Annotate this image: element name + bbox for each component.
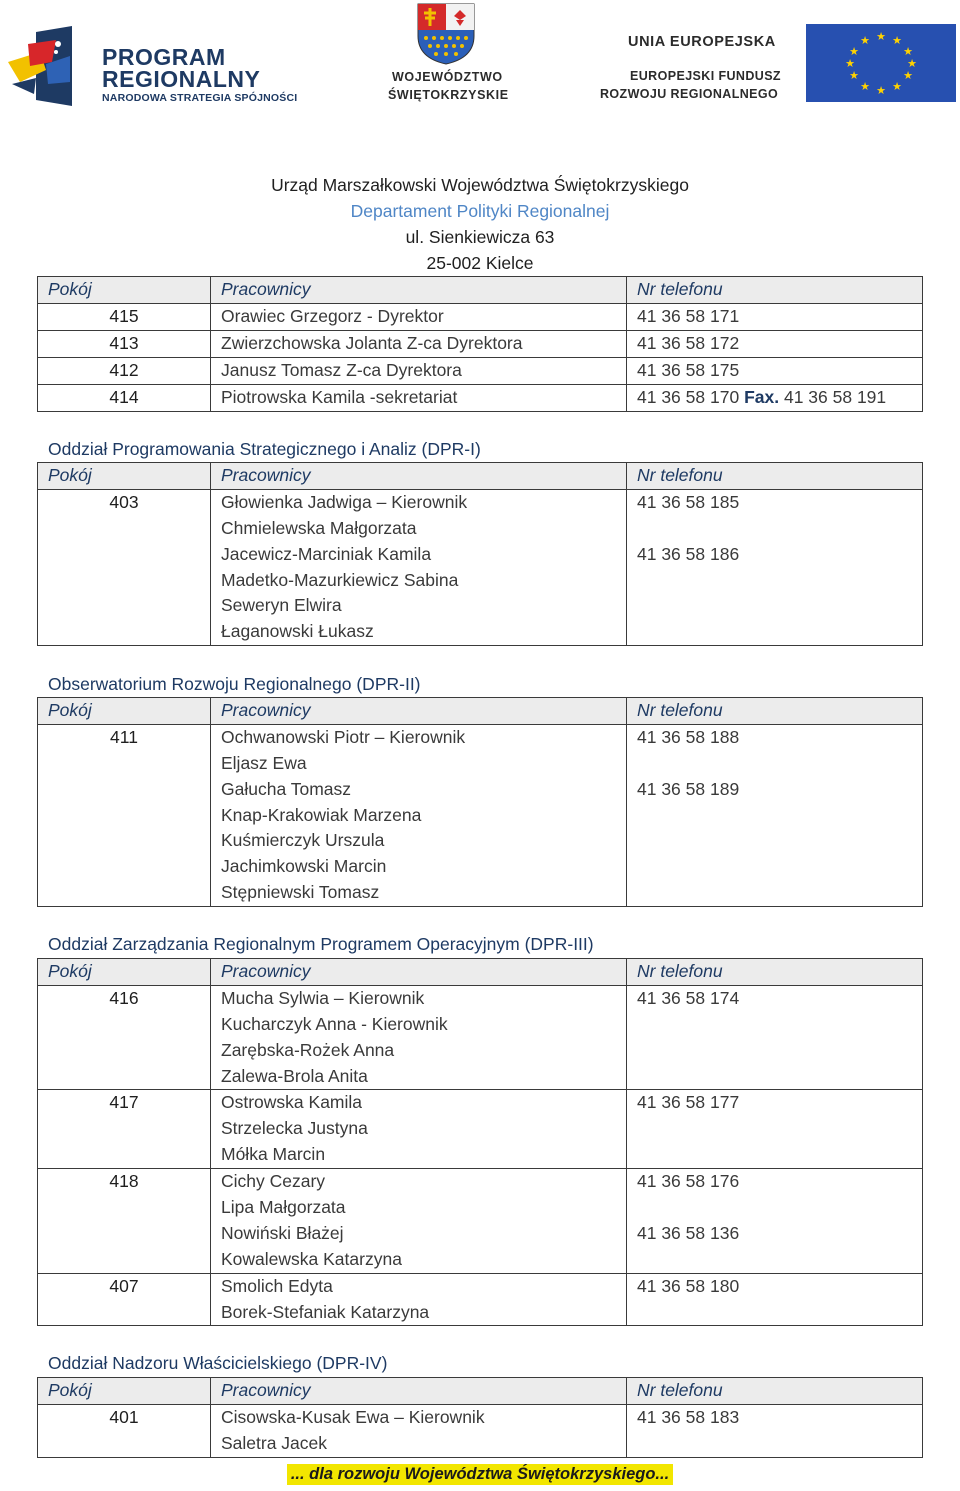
office-name: Urząd Marszałkowski Województwa Świętokrzyskiego [271, 175, 689, 195]
phone-list [627, 1273, 923, 1326]
header-room: Pokój [38, 959, 211, 986]
header-room: Pokój [38, 698, 211, 725]
staff-name: Knap-Krakowiak Marzena [221, 804, 422, 825]
staff-name: Mucha Sylwia – Kierownik [221, 987, 425, 1008]
city-address: 25-002 Kielce [426, 253, 534, 273]
room-number: 407 [38, 1273, 211, 1326]
staff-name: Strzelecka Justyna [221, 1118, 368, 1139]
staff-name: Jachimkowski Marcin [221, 856, 387, 877]
phone-number [637, 751, 922, 777]
phone-number [637, 516, 922, 542]
staff-name: Zarębska-Rożek Anna [221, 1039, 395, 1060]
header-phone: Nr telefonu [627, 277, 923, 304]
staff-name: Gałucha Tomasz [221, 778, 352, 799]
header-staff: Pracownicy [211, 463, 627, 490]
svg-text:★: ★ [849, 45, 859, 58]
table-header [38, 1378, 923, 1405]
staff-list [211, 985, 627, 1090]
staff-name: Stępniewski Tomasz [221, 882, 380, 903]
phone-number: 41 36 58 176 [637, 1171, 740, 1192]
table-header [38, 277, 923, 304]
room-number: 412 [38, 357, 211, 384]
header-staff: Pracownicy [211, 959, 627, 986]
header-phone: Nr telefonu [627, 463, 923, 490]
svg-text:★: ★ [860, 34, 870, 47]
header-room: Pokój [38, 1378, 211, 1405]
header-logos [0, 0, 960, 115]
fax-number: 41 36 58 191 [779, 386, 887, 407]
staff-name: Łaganowski Łukasz [221, 621, 374, 642]
staff-name: Ostrowska Kamila [221, 1092, 363, 1113]
table-row [38, 1169, 923, 1274]
staff-list [211, 489, 627, 645]
staff-name: Kowalewska Katarzyna [221, 1248, 402, 1269]
program-regionalny-mark-icon [6, 22, 78, 108]
staff-name: Eljasz Ewa [221, 752, 307, 773]
section-title-dpr3: Oddział Zarządzania Regionalnym Programem Operacyjnym (DPR-III) [48, 934, 594, 954]
phone-number: 41 36 58 180 [637, 1275, 740, 1296]
footer-slogan: ... dla rozwoju Województwa Świętokrzyskiego... [287, 1464, 673, 1485]
staff-name: Piotrowska Kamila -sekretariat [211, 384, 627, 411]
dpr1-table [37, 462, 923, 646]
table-row [38, 330, 923, 357]
management-table [37, 276, 923, 412]
svg-text:★: ★ [860, 80, 870, 93]
phone-number [637, 1195, 922, 1221]
department-name: Departament Polityki Regionalnej [350, 201, 610, 221]
program-regionalny-logo [6, 22, 336, 110]
room-number: 403 [38, 489, 211, 645]
eu-line3: ROZWOJU REGIONALNEGO [600, 87, 779, 101]
room-number: 418 [38, 1169, 211, 1274]
dpr3-table [37, 958, 923, 1326]
phone-number: 41 36 58 136 [637, 1222, 740, 1243]
wojewodztwo-line1: WOJEWÓDZTWO [392, 70, 503, 84]
svg-text:★: ★ [849, 69, 859, 82]
staff-name: Ochwanowski Piotr – Kierownik [221, 726, 466, 747]
staff-name: Cichy Cezary [221, 1171, 326, 1192]
room-number: 401 [38, 1404, 211, 1457]
staff-name: Zalewa-Brola Anita [221, 1065, 368, 1086]
header-room: Pokój [38, 463, 211, 490]
room-number: 411 [38, 724, 211, 906]
staff-list [211, 1404, 627, 1457]
svg-text:★: ★ [892, 80, 902, 93]
svg-text:★: ★ [876, 84, 886, 97]
table-row [38, 1090, 923, 1169]
phone-number: 41 36 58 188 [637, 726, 740, 747]
eu-line2: EUROPEJSKI FUNDUSZ [630, 69, 781, 83]
room-number: 417 [38, 1090, 211, 1169]
street-address: ul. Sienkiewicza 63 [405, 227, 555, 247]
staff-name: Orawiec Grzegorz - Dyrektor [211, 303, 627, 330]
staff-name: Jacewicz-Marciniak Kamila [221, 543, 432, 564]
wojewodztwo-logo [388, 2, 538, 110]
wojewodztwo-line2: ŚWIĘTOKRZYSKIE [388, 88, 509, 102]
phone-list [627, 724, 923, 906]
room-number: 415 [38, 303, 211, 330]
staff-list [211, 1090, 627, 1169]
section-title-dpr1: Oddział Programowania Strategicznego i Analiz (DPR-I) [48, 439, 481, 459]
header-phone: Nr telefonu [627, 698, 923, 725]
table-row [38, 1404, 923, 1457]
table-header [38, 698, 923, 725]
staff-name: Seweryn Elwira [221, 595, 342, 616]
staff-name: Borek-Stefaniak Katarzyna [221, 1301, 430, 1322]
table-row [38, 1273, 923, 1326]
program-logo-line3: NARODOWA STRATEGIA SPÓJNOŚCI [102, 92, 298, 104]
header-staff: Pracownicy [211, 698, 627, 725]
table-header [38, 959, 923, 986]
staff-name: Nowiński Błażej [221, 1222, 344, 1243]
staff-name: Janusz Tomasz Z-ca Dyrektora [211, 357, 627, 384]
svg-text:★: ★ [845, 57, 855, 70]
program-logo-line2: REGIONALNY [102, 66, 261, 92]
phone-number: 41 36 58 171 [627, 303, 923, 330]
eu-flag-icon [806, 24, 956, 102]
header-phone: Nr telefonu [627, 1378, 923, 1405]
dpr2-table [37, 697, 923, 907]
svg-text:★: ★ [903, 69, 913, 82]
staff-name: Głowienka Jadwiga – Kierownik [221, 491, 468, 512]
svg-text:★: ★ [903, 45, 913, 58]
phone-number: 41 36 58 170 [637, 386, 740, 407]
table-header [38, 463, 923, 490]
svg-text:★: ★ [876, 30, 886, 43]
section-title-dpr4: Oddział Nadzoru Właścicielskiego (DPR-IV) [48, 1353, 388, 1373]
phone-list [627, 1169, 923, 1274]
document-header [0, 172, 960, 276]
staff-name: Kuśmierczyk Urszula [221, 830, 385, 851]
table-row [38, 357, 923, 384]
header-room: Pokój [38, 277, 211, 304]
phone-number: 41 36 58 185 [637, 491, 740, 512]
phone-list [627, 489, 923, 645]
phone-number: 41 36 58 189 [637, 778, 740, 799]
staff-list [211, 1273, 627, 1326]
phone-number: 41 36 58 172 [627, 330, 923, 357]
phone-number: 41 36 58 175 [627, 357, 923, 384]
dpr4-table [37, 1377, 923, 1458]
room-number: 413 [38, 330, 211, 357]
fax-label: Fax. [744, 386, 780, 407]
staff-name: Smolich Edyta [221, 1275, 333, 1296]
svg-text:★: ★ [907, 57, 917, 70]
section-title-dpr2: Obserwatorium Rozwoju Regionalnego (DPR-II) [48, 674, 421, 694]
phone-list [627, 985, 923, 1090]
phone-list [627, 1090, 923, 1169]
eu-line1: UNIA EUROPEJSKA [628, 34, 776, 50]
staff-name: Mółka Marcin [221, 1144, 326, 1165]
table-row [38, 985, 923, 1090]
staff-list [211, 1169, 627, 1274]
staff-name: Saletra Jacek [221, 1432, 328, 1453]
coat-of-arms-icon [416, 2, 476, 66]
staff-list [211, 724, 627, 906]
header-staff: Pracownicy [211, 277, 627, 304]
staff-name: Cisowska-Kusak Ewa – Kierownik [221, 1406, 485, 1427]
room-number: 414 [38, 384, 211, 411]
table-row [38, 303, 923, 330]
room-number: 416 [38, 985, 211, 1090]
phone-number: 41 36 58 177 [637, 1092, 740, 1113]
phone-cell [627, 384, 923, 411]
staff-name: Chmielewska Małgorzata [221, 517, 417, 538]
header-phone: Nr telefonu [627, 959, 923, 986]
phone-number: 41 36 58 183 [637, 1406, 740, 1427]
eu-logo [596, 20, 958, 106]
staff-name: Kucharczyk Anna - Kierownik [221, 1013, 448, 1034]
header-staff: Pracownicy [211, 1378, 627, 1405]
program-logo-line1: PROGRAM [102, 44, 226, 70]
phone-number: 41 36 58 174 [637, 987, 740, 1008]
table-row [38, 384, 923, 411]
phone-list [627, 1404, 923, 1457]
phone-number: 41 36 58 186 [637, 543, 740, 564]
staff-name: Lipa Małgorzata [221, 1197, 346, 1218]
staff-name: Zwierzchowska Jolanta Z-ca Dyrektora [211, 330, 627, 357]
table-row [38, 724, 923, 906]
staff-name: Madetko-Mazurkiewicz Sabina [221, 569, 459, 590]
footer [0, 1464, 960, 1485]
table-row [38, 489, 923, 645]
svg-text:★: ★ [892, 34, 902, 47]
